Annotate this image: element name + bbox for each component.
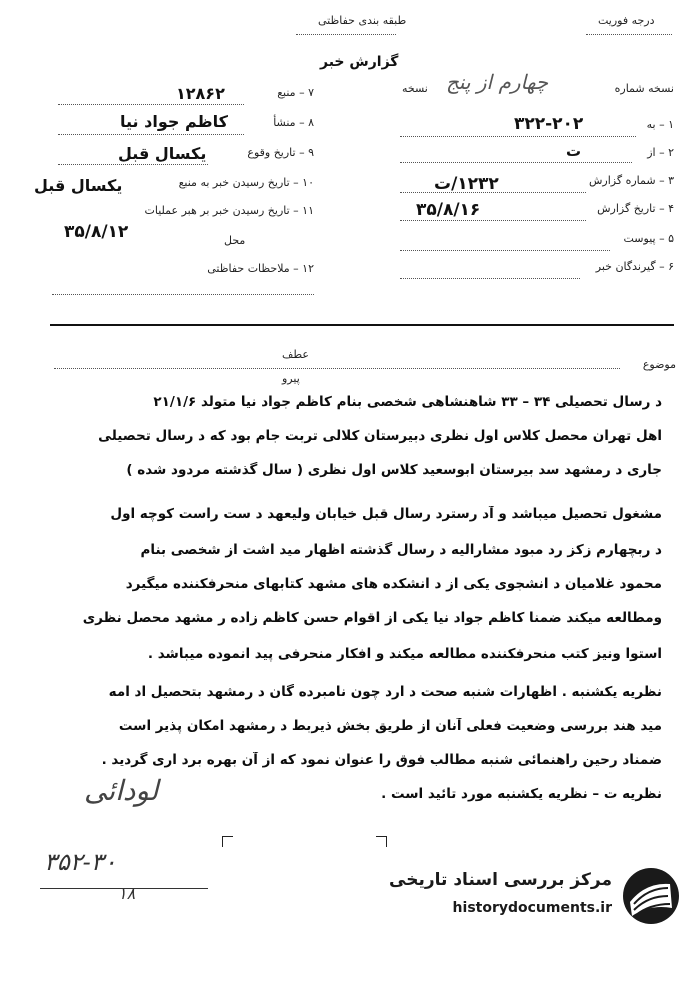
classification-label: طبقه بندی حفاظتی (318, 14, 407, 27)
body-line: جاری د رمشهد سد بیرستان ابوسعید کلاس اول نظری ( سال گذشته مردود شده ) (126, 462, 662, 478)
page-title: گزارش خبر (320, 54, 399, 70)
field-report-date-value: ۳۵/۸/۱۶ (416, 200, 481, 220)
watermark-title: مرکز بررسی اسناد تاریخی (389, 870, 612, 890)
field-report-date-label: ۴ – تاریخ گزارش (597, 202, 674, 215)
follow-up-label: پیرو (282, 372, 300, 385)
field-copy-number-value: نسخه (402, 82, 428, 95)
field-attachment-label: ۵ – پیوست (623, 232, 674, 245)
watermark-logo (389, 864, 686, 930)
body-line: ومطالعه میکند ضمنا کاظم جواد نیا یکی از اقوام حسن کاظم زاده ر مشهد محصل نظری (82, 610, 662, 626)
field-recipients-dots (400, 278, 580, 279)
field-recipients-label: ۶ – گیرندگان خبر (595, 260, 674, 273)
field-operations-received-value: ۳۵/۸/۱۲ (64, 222, 129, 242)
field-source-label: ۷ – منبع (277, 86, 314, 99)
priority-label: درجه فوریت (598, 14, 655, 27)
stamp-corner-right (376, 836, 387, 847)
field-location-label: محل (224, 234, 246, 247)
field-from-dots (400, 162, 632, 163)
priority-underline (586, 34, 672, 35)
watermark-url: historydocuments.ir (452, 900, 612, 916)
field-origin-value: کاظم جواد نیا (120, 112, 228, 131)
reference-label: عطف (282, 348, 309, 361)
field-source-received-label: ۱۰ – تاریخ رسیدن خبر به منبع (178, 176, 314, 189)
field-copy-number-label: نسخه شماره (614, 82, 674, 95)
field-origin-label: ۸ – منشأ (273, 116, 314, 129)
field-security-notes-label: ۱۲ – ملاحظات حفاظتی (207, 262, 314, 275)
body-line: مشغول تحصیل میباشد و آد رسترد رسال قبل خیابان ولیعهد د ست راست کوچه اول (110, 506, 662, 522)
field-to-label: ۱ – به (646, 118, 674, 131)
field-occurrence-date-dots (58, 164, 208, 165)
field-report-date-dots (400, 220, 586, 221)
field-from-label: ۲ – از (647, 146, 674, 159)
field-origin-dots (58, 134, 244, 135)
field-source-dots (58, 104, 244, 105)
field-operations-received-label: ۱۱ – تاریخ رسیدن خبر بر هبر عملیات (144, 204, 314, 217)
classification-underline (296, 34, 396, 35)
field-copy-number-handwritten: چهارم از پنج (446, 70, 549, 94)
body-line: ضمناد رحین راهنمائی شنبه مطالب فوق را عنوان نمود که از آن بهره برد اری گردید . (101, 752, 662, 768)
subject-dots (54, 368, 620, 369)
field-security-notes-dots (52, 294, 314, 295)
field-attachment-dots (400, 250, 610, 251)
body-line: اهل تهران محصل کلاس اول نظری دبیرستان کلالی تربت جام بود که د رسال تحصیلی (98, 428, 662, 444)
body-line: نظریه ت – نظریه یکشنبه مورد تائید است . (381, 786, 662, 802)
field-from-value: ت (566, 142, 582, 160)
body-line: محمود غلامیان د انشجوی یکی از د انشکده های مشهد کتابهای منحرفکننده میگیرد (125, 576, 662, 592)
field-to-value: ۳۲۲-۲۰۲ (514, 114, 584, 134)
subject-label: موضوع (642, 358, 676, 371)
footer-doc-number: ۳۵۲-۳۰ (44, 848, 117, 876)
archive-book-icon (616, 864, 686, 928)
body-line: د رسال تحصیلی ۳۴ – ۳۳ شاهنشاهی شخصی بنام کاظم جواد نیا متولد ۲۱/۱/۶ (153, 394, 662, 410)
body-line: د ربچهارم زکز رد مبود مشارالیه د رسال گذشته اظهار مید اشت از شخصی بنام (140, 542, 662, 558)
field-source-value: ۱۲۸۶۲ (176, 84, 225, 103)
body-line: نظریه یکشنبه . اظهارات شنبه صحت د ارد چون نامبرده گان د رمشهد بتحصیل اد امه (108, 684, 662, 700)
field-report-number-label: ۳ – شماره گزارش (588, 174, 674, 187)
field-to-dots (400, 136, 636, 137)
signature: لودائی (84, 774, 159, 807)
field-report-number-value: ۱۲۳۲/ت (434, 174, 499, 194)
field-occurrence-date-label: ۹ – تاریخ وقوع (247, 146, 314, 159)
stamp-corner-left (222, 836, 233, 847)
footer-page-number: ۱۸ (118, 884, 136, 903)
field-occurrence-date-value: یکسال قبل (118, 144, 207, 163)
section-divider (50, 324, 674, 326)
field-source-received-value: یکسال قبل (34, 176, 123, 195)
body-line: مید هند بررسی وضعیت فعلی آنان از طریق بخش ذیربط د رمشهد امکان پذیر است (118, 718, 662, 734)
body-line: استوا ونیز کتب منحرفکننده مطالعه میکند و افکار منحرفی پید انموده میباشد . (147, 646, 662, 662)
